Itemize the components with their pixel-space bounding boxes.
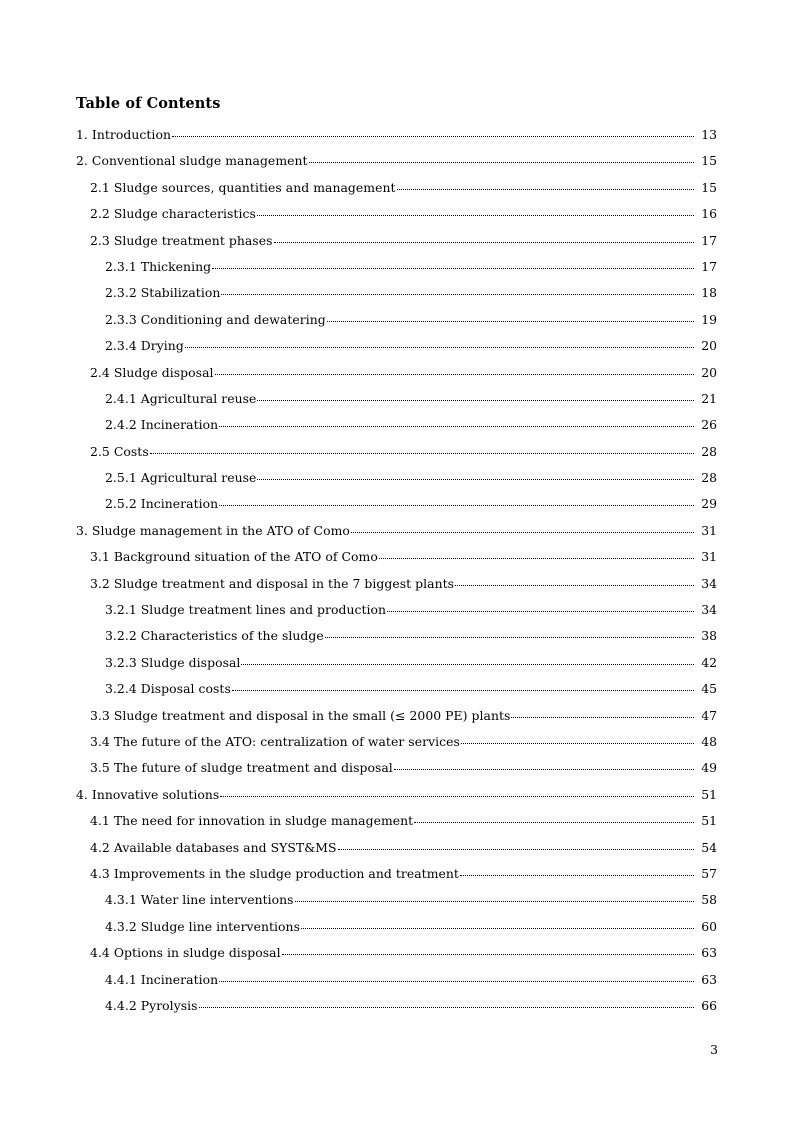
toc-entry-page: 49 [701,760,717,776]
toc-entry-page: 63 [701,971,717,987]
toc-entry-label: 4. Innovative solutions [76,786,220,802]
toc-entry[interactable] [76,365,717,391]
toc-entry-label: 3.2.4 Disposal costs [105,681,231,697]
toc-entry-label: 4.4.2 Pyrolysis [105,997,198,1013]
toc-dot-leader [455,585,694,586]
toc-entry[interactable] [76,523,717,549]
toc-dot-leader [325,637,694,638]
toc-entry-page: 20 [701,364,717,380]
toc-entry[interactable] [76,919,717,945]
toc-entry[interactable] [76,892,717,918]
toc-entry[interactable] [76,549,717,575]
toc-dot-leader [257,215,694,216]
toc-entry[interactable] [76,972,717,998]
toc-entry-page: 15 [701,153,717,169]
toc-entry-page: 57 [701,865,717,881]
toc-dot-leader [387,611,694,612]
toc-entry[interactable] [76,787,717,813]
toc-entry-label: 2.4.2 Incineration [105,417,219,433]
toc-entry[interactable] [76,233,717,259]
toc-dot-leader [460,875,694,876]
toc-entry-page: 51 [701,786,717,802]
toc-entry-page: 34 [701,575,717,591]
toc-entry[interactable] [76,470,717,496]
page-number: 3 [710,1042,718,1057]
toc-entry[interactable] [76,180,717,206]
toc-dot-leader [379,558,694,559]
toc-entry-label: 4.3.1 Water line interventions [105,892,294,908]
toc-entry[interactable] [76,338,717,364]
toc-dot-leader [394,769,694,770]
toc-entry[interactable] [76,312,717,338]
toc-entry[interactable] [76,285,717,311]
toc-entry-label: 4.3 Improvements in the sludge production and treatment [90,865,459,881]
toc-dot-leader [150,453,694,454]
toc-entry-page: 60 [701,918,717,934]
toc-entry-label: 2.3 Sludge treatment phases [90,232,273,248]
toc-dot-leader [257,400,694,401]
toc-dot-leader [219,981,694,982]
toc-entry[interactable] [76,496,717,522]
toc-dot-leader [219,426,694,427]
toc-entry-label: 2. Conventional sludge management [76,153,308,169]
toc-dot-leader [461,743,694,744]
toc-entry-page: 20 [701,338,717,354]
toc-entry-page: 15 [701,179,717,195]
toc-dot-leader [221,294,694,295]
toc-entry-label: 4.3.2 Sludge line interventions [105,918,300,934]
toc-dot-leader [414,822,694,823]
toc-entry-label: 2.4 Sludge disposal [90,364,214,380]
toc-dot-leader [301,928,694,929]
toc-entry-page: 31 [701,549,717,565]
toc-entry-page: 63 [701,945,717,961]
toc-entry[interactable] [76,866,717,892]
toc-entry[interactable] [76,153,717,179]
toc-entry-page: 17 [701,232,717,248]
toc-entry-label: 1. Introduction [76,127,171,142]
toc-entry-label: 4.4.1 Incineration [105,971,219,987]
toc-entry-page: 54 [701,839,717,855]
toc-entry-label: 2.3.2 Stabilization [105,285,221,301]
toc-entry-label: 3.3 Sludge treatment and disposal in the small (≤ 2000 PE) plants [90,707,511,723]
toc-entry[interactable] [76,998,717,1024]
toc-dot-leader [397,189,694,190]
toc-entry[interactable] [76,206,717,232]
toc-dot-leader [351,532,694,533]
toc-entry[interactable] [76,760,717,786]
toc-dot-leader [295,901,694,902]
toc-entry-page: 58 [701,892,717,908]
toc-entry-label: 3.2.2 Characteristics of the sludge [105,628,324,644]
toc-dot-leader [232,690,694,691]
toc-entry-label: 3.2.3 Sludge disposal [105,654,241,670]
toc-entry-label: 4.2 Available databases and SYST&MS [90,839,337,855]
toc-entry-page: 48 [701,733,717,749]
toc-dot-leader [274,242,695,243]
toc-entry-page: 66 [701,997,717,1013]
toc-entry[interactable] [76,655,717,681]
toc-entry-label: 2.5 Costs [90,443,149,459]
toc-list [76,127,717,1024]
toc-entry-page: 26 [701,417,717,433]
toc-entry[interactable] [76,840,717,866]
toc-entry-label: 4.4 Options in sludge disposal [90,945,281,961]
toc-entry-label: 2.1 Sludge sources, quantities and management [90,179,396,195]
toc-entry-label: 2.5.2 Incineration [105,496,219,512]
toc-dot-leader [309,162,694,163]
toc-entry-page: 13 [701,127,717,142]
toc-entry[interactable] [76,708,717,734]
toc-entry-page: 28 [701,443,717,459]
toc-entry-label: 3.2 Sludge treatment and disposal in the 7 biggest plants [90,575,455,591]
toc-entry[interactable] [76,681,717,707]
toc-entry-page: 51 [701,813,717,829]
toc-dot-leader [338,849,694,850]
toc-entry-label: 2.2 Sludge characteristics [90,206,256,222]
toc-dot-leader [219,505,694,506]
toc-dot-leader [185,347,694,348]
toc-entry-label: 2.4.1 Agricultural reuse [105,390,257,406]
toc-entry[interactable] [76,444,717,470]
toc-entry-page: 28 [701,470,717,486]
toc-entry-label: 3.2.1 Sludge treatment lines and production [105,602,387,618]
toc-entry[interactable] [76,576,717,602]
toc-entry-label: 3.1 Background situation of the ATO of Como [90,549,378,565]
toc-entry-page: 16 [701,206,717,222]
toc-entry-label: 2.3.4 Drying [105,338,184,354]
toc-entry[interactable] [76,813,717,839]
toc-entry-page: 19 [701,311,717,327]
toc-entry[interactable] [76,259,717,285]
toc-entry-page: 17 [701,258,717,274]
toc-entry-label: 2.5.1 Agricultural reuse [105,470,257,486]
toc-dot-leader [282,954,694,955]
toc-entry-page: 34 [701,602,717,618]
toc-entry[interactable] [76,628,717,654]
toc-entry-label: 3. Sludge management in the ATO of Como [76,522,350,538]
toc-dot-leader [199,1007,694,1008]
toc-dot-leader [215,374,694,375]
toc-dot-leader [511,717,694,718]
toc-entry-page: 47 [701,707,717,723]
toc-entry[interactable] [76,391,717,417]
toc-entry[interactable] [76,417,717,443]
toc-dot-leader [220,796,694,797]
toc-entry-label: 3.5 The future of sludge treatment and disposal [90,760,393,776]
toc-entry[interactable] [76,945,717,971]
toc-entry-label: 4.1 The need for innovation in sludge management [90,813,414,829]
toc-dot-leader [172,136,694,137]
toc-entry-page: 38 [701,628,717,644]
toc-entry[interactable] [76,602,717,628]
toc-dot-leader [257,479,694,480]
toc-dot-leader [241,664,694,665]
toc-entry-page: 45 [701,681,717,697]
toc-entry[interactable] [76,734,717,760]
toc-entry-label: 2.3.3 Conditioning and dewatering [105,311,326,327]
toc-dot-leader [327,321,694,322]
toc-heading: Table of Contents [76,95,221,112]
toc-dot-leader [212,268,694,269]
toc-entry[interactable] [76,127,717,153]
toc-entry-page: 21 [701,390,717,406]
toc-entry-page: 42 [701,654,717,670]
toc-entry-page: 31 [701,522,717,538]
toc-entry-label: 3.4 The future of the ATO: centralization of water services [90,733,460,749]
toc-entry-page: 29 [701,496,717,512]
toc-entry-page: 18 [701,285,717,301]
toc-entry-label: 2.3.1 Thickening [105,258,212,274]
